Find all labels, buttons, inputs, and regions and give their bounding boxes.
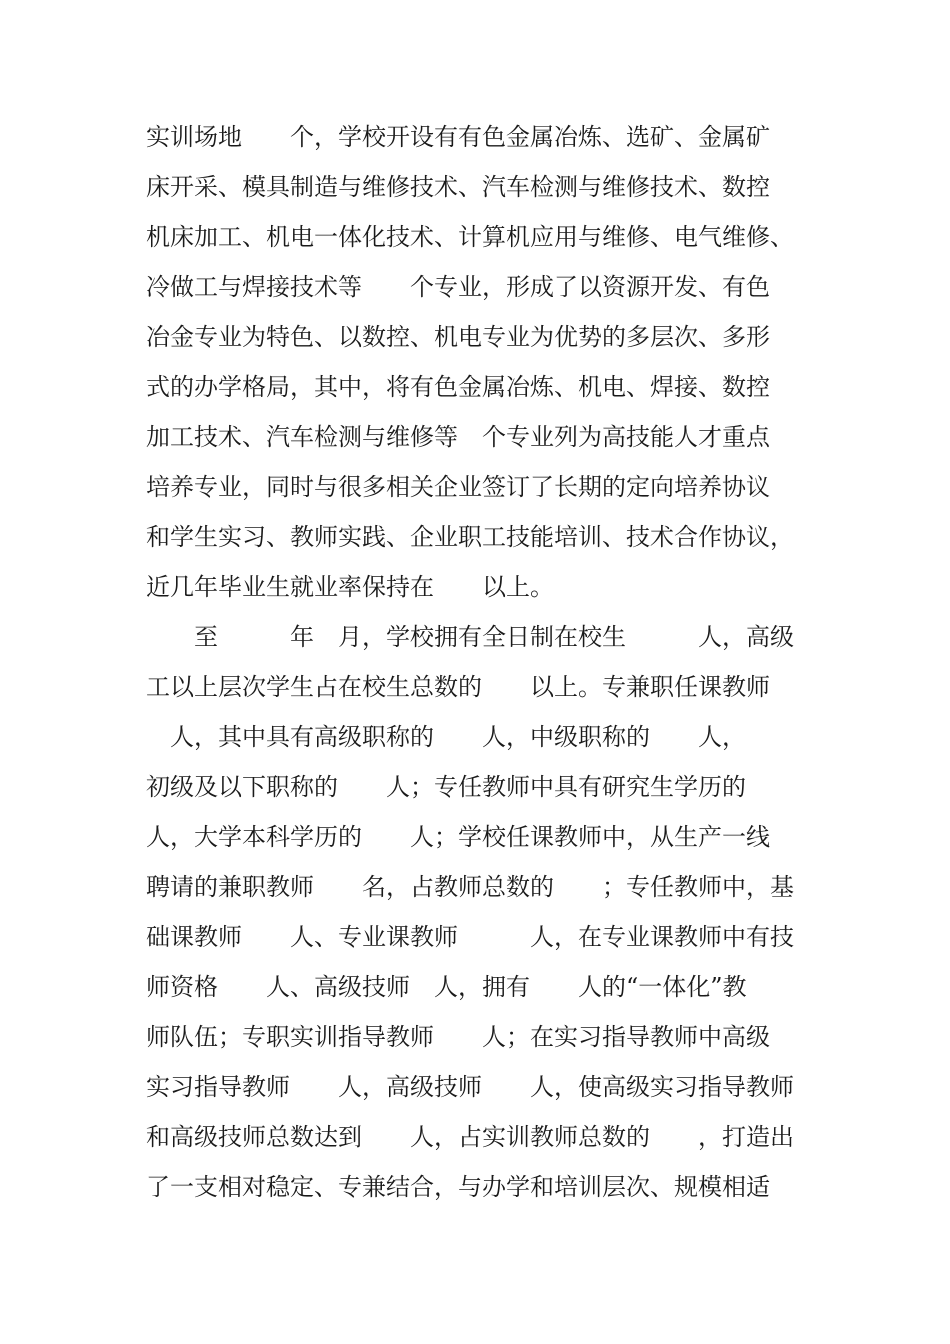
text-line: 培养专业，同时与很多相关企业签订了长期的定向培养协议 — [146, 473, 770, 501]
text-line: 床开采、模具制造与维修技术、汽车检测与维修技术、数控 — [146, 173, 770, 201]
text-line: 人，大学本科学历的 人；学校任课教师中，从生产一线 — [146, 823, 770, 851]
text-line: 冷做工与焊接技术等 个专业，形成了以资源开发、有色 — [146, 273, 770, 301]
text-line: 师队伍；专职实训指导教师 人；在实习指导教师中高级 — [146, 1023, 770, 1051]
text-line: 础课教师 人、专业课教师 人，在专业课教师中有技 — [146, 923, 794, 951]
text-line: 实习指导教师 人，高级技师 人，使高级实习指导教师 — [146, 1073, 794, 1101]
text-line: 机床加工、机电一体化技术、计算机应用与维修、电气维修、 — [146, 223, 794, 251]
text-line: 冶金专业为特色、以数控、机电专业为优势的多层次、多形 — [146, 323, 770, 351]
text-line: 人，其中具有高级职称的 人，中级职称的 人， — [146, 723, 746, 751]
text-line: 了一支相对稳定、专兼结合，与办学和培训层次、规模相适 — [146, 1173, 770, 1201]
text-line: 实训场地 个，学校开设有有色金属冶炼、选矿、金属矿 — [146, 123, 770, 151]
body-text — [146, 112, 816, 1212]
text-line: 和学生实习、教师实践、企业职工技能培训、技术合作协议， — [146, 523, 794, 551]
text-line: 工以上层次学生占在校生总数的 以上。专兼职任课教师 — [146, 673, 770, 701]
text-line: 初级及以下职称的 人；专任教师中具有研究生学历的 — [146, 773, 746, 801]
text-line: 和高级技师总数达到 人，占实训教师总数的 ，打造出 — [146, 1123, 794, 1151]
text-line: 师资格 人、高级技师 人，拥有 人的“一体化”教 — [146, 973, 747, 1001]
text-line: 聘请的兼职教师 名，占教师总数的 ；专任教师中，基 — [146, 873, 794, 901]
text-line: 式的办学格局，其中，将有色金属冶炼、机电、焊接、数控 — [146, 373, 770, 401]
text-line: 加工技术、汽车检测与维修等 个专业列为高技能人才重点 — [146, 423, 770, 451]
text-line: 近几年毕业生就业率保持在 以上。 — [146, 573, 554, 601]
text-line: 至 年 月，学校拥有全日制在校生 人，高级 — [146, 623, 794, 651]
